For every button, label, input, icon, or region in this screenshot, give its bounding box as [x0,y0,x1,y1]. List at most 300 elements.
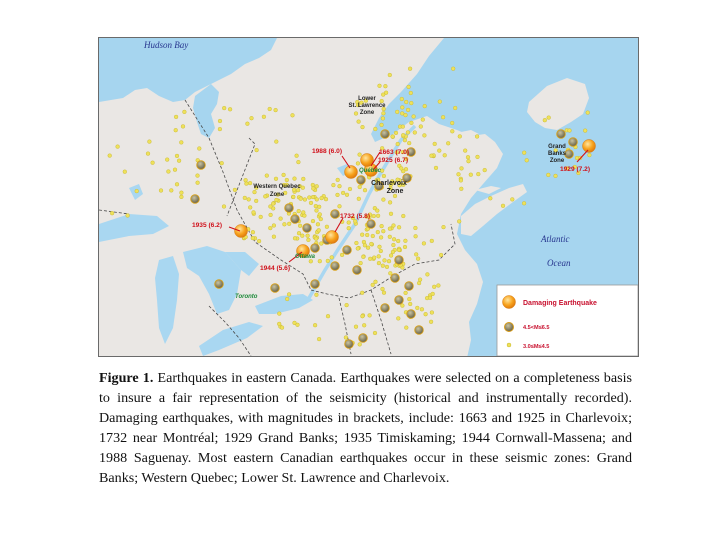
small-earthquake-marker [423,134,427,138]
small-earthquake-marker [372,256,376,260]
small-earthquake-marker [430,311,434,315]
small-earthquake-marker [151,161,155,165]
medium-earthquake-marker [291,215,300,224]
small-earthquake-marker [320,196,324,200]
small-earthquake-marker [378,84,382,88]
small-earthquake-marker [319,242,323,246]
small-earthquake-marker [397,225,401,229]
small-earthquake-marker [317,337,321,341]
medium-earthquake-marker [311,244,320,253]
small-earthquake-marker [169,189,173,193]
small-earthquake-marker [311,183,315,187]
small-earthquake-marker [501,204,505,208]
small-earthquake-marker [297,231,301,235]
small-earthquake-marker [382,198,386,202]
medium-earthquake-marker [557,130,566,139]
small-earthquake-marker [165,158,169,162]
small-earthquake-marker [317,205,321,209]
small-earthquake-marker [420,307,424,311]
small-earthquake-marker [407,297,411,301]
small-earthquake-marker [442,225,446,229]
small-earthquake-marker [415,306,419,310]
small-earthquake-marker [403,138,407,142]
medium-earthquake-marker [381,130,390,139]
small-earthquake-marker [378,245,382,249]
small-earthquake-marker [417,281,421,285]
medium-earthquake-marker [395,256,404,265]
small-earthquake-marker [348,187,352,191]
small-earthquake-marker [475,135,479,139]
small-earthquake-marker [388,227,392,231]
small-earthquake-marker [167,170,171,174]
small-earthquake-marker [404,326,408,330]
lower-st-lawrence-zone-label-3: Zone [359,110,375,116]
small-earthquake-marker [381,264,385,268]
small-earthquake-marker [344,336,348,340]
small-earthquake-marker [381,229,385,233]
small-earthquake-marker [391,250,395,254]
small-earthquake-marker [421,118,425,122]
small-earthquake-marker [432,285,436,289]
small-earthquake-marker [180,191,184,195]
small-earthquake-marker [476,172,480,176]
small-earthquake-marker [314,204,318,208]
small-earthquake-marker [311,219,315,223]
small-earthquake-marker [218,119,222,123]
small-earthquake-marker [407,141,411,145]
small-earthquake-marker [148,140,152,144]
small-earthquake-marker [303,198,307,202]
small-earthquake-marker [458,135,462,139]
small-earthquake-marker [430,239,434,243]
small-earthquake-marker [404,239,408,243]
small-earthquake-marker [268,107,272,111]
small-earthquake-marker [159,189,163,193]
small-earthquake-marker [146,152,150,156]
small-earthquake-marker [116,145,120,149]
small-earthquake-marker [296,323,300,327]
small-earthquake-marker [293,177,297,181]
small-earthquake-marker [406,131,410,135]
small-earthquake-marker [403,245,407,249]
lower-st-lawrence-zone-label-1: Lower [358,96,376,102]
small-earthquake-marker [554,174,558,178]
small-earthquake-marker [450,129,454,133]
small-earthquake-marker [274,177,278,181]
small-earthquake-marker [376,230,380,234]
small-earthquake-marker [384,84,388,88]
small-earthquake-marker [583,129,587,133]
small-earthquake-marker [363,188,367,192]
small-earthquake-marker [355,241,359,245]
medium-earthquake-marker [407,310,416,319]
small-earthquake-marker [338,184,342,188]
small-earthquake-marker [244,178,248,182]
small-earthquake-marker [399,167,403,171]
small-earthquake-marker [307,196,311,200]
small-earthquake-marker [341,191,345,195]
small-earthquake-marker [277,322,281,326]
small-earthquake-marker [345,193,349,197]
small-earthquake-marker [392,243,396,247]
small-earthquake-marker [457,220,461,224]
charlevoix-zone-label-2: Zone [386,188,404,195]
small-earthquake-marker [336,193,340,197]
small-earthquake-marker [404,100,408,104]
medium-earthquake-marker [367,220,376,229]
small-earthquake-marker [319,217,323,221]
map-legend [497,285,638,356]
small-earthquake-marker [368,257,372,261]
legend-damaging-label: Damaging Earthquake [523,300,597,307]
small-earthquake-marker [272,224,276,228]
small-earthquake-marker [285,297,289,301]
earthquake-map [98,37,639,357]
small-earthquake-marker [373,127,377,131]
western-quebec-zone-label-1: Western Quebec [253,184,301,190]
small-earthquake-marker [459,179,463,183]
small-earthquake-marker [291,195,295,199]
small-earthquake-marker [419,125,423,129]
small-earthquake-marker [301,211,305,215]
legend-medium-symbol [505,323,514,332]
small-earthquake-marker [179,141,183,145]
small-earthquake-marker [297,160,301,164]
small-earthquake-marker [381,287,385,291]
medium-earthquake-marker [345,340,354,349]
quebec-city-label: Québec [359,168,382,174]
small-earthquake-marker [414,234,418,238]
small-earthquake-marker [271,202,275,206]
small-earthquake-marker [251,230,255,234]
small-earthquake-marker [418,278,422,282]
small-earthquake-marker [366,246,370,250]
small-earthquake-marker [255,148,259,152]
grand-banks-zone-label-1: Grand [548,144,566,150]
small-earthquake-marker [285,178,289,182]
small-earthquake-marker [274,108,278,112]
medium-earthquake-marker [381,304,390,313]
small-earthquake-marker [315,209,319,213]
small-earthquake-marker [135,189,139,193]
small-earthquake-marker [318,259,322,263]
small-earthquake-marker [280,326,284,330]
small-earthquake-marker [357,120,361,124]
small-earthquake-marker [358,185,362,189]
small-earthquake-marker [360,291,364,295]
small-earthquake-marker [316,222,320,226]
small-earthquake-marker [380,123,384,127]
small-earthquake-marker [430,154,434,158]
small-earthquake-marker [380,224,384,228]
small-earthquake-marker [373,331,377,335]
small-earthquake-marker [173,168,177,172]
atlantic-label: Atlantic [541,234,570,244]
small-earthquake-marker [433,142,437,146]
small-earthquake-marker [483,168,487,172]
small-earthquake-marker [275,198,279,202]
small-earthquake-marker [228,107,232,111]
legend-box [497,285,638,356]
small-earthquake-marker [196,174,200,178]
small-earthquake-marker [414,253,418,257]
small-earthquake-marker [251,236,255,240]
small-earthquake-marker [243,196,247,200]
small-earthquake-marker [431,292,435,296]
small-earthquake-marker [347,221,351,225]
quake-1663-label: 1663 (7.0) [378,149,410,156]
damaging-earthquake-marker [326,231,339,244]
small-earthquake-marker [283,222,287,226]
grand-banks-zone-label-2: Banks [547,151,567,157]
small-earthquake-marker [388,201,392,205]
quake-1944-label: 1944 (5.6) [259,265,291,272]
small-earthquake-marker [326,259,330,263]
small-earthquake-marker [361,255,365,259]
western-quebec-zone-label-2: Zone [269,192,285,198]
quake-1925-label: 1925 (6.7) [377,157,409,164]
small-earthquake-marker [377,261,381,265]
ottawa-city-label: Ottawa [295,254,316,260]
small-earthquake-marker [392,237,396,241]
small-earthquake-marker [254,199,258,203]
small-earthquake-marker [460,167,464,171]
medium-earthquake-marker [405,282,414,291]
small-earthquake-marker [525,158,529,162]
small-earthquake-marker [126,214,130,218]
small-earthquake-marker [313,323,317,327]
small-earthquake-marker [381,93,385,97]
small-earthquake-marker [175,154,179,158]
small-earthquake-marker [299,197,303,201]
small-earthquake-marker [588,153,592,157]
small-earthquake-marker [409,91,413,95]
small-earthquake-marker [376,214,380,218]
small-earthquake-marker [371,234,375,238]
small-earthquake-marker [196,181,200,185]
small-earthquake-marker [438,100,442,104]
small-earthquake-marker [428,296,432,300]
small-earthquake-marker [396,142,400,146]
small-earthquake-marker [488,196,492,200]
small-earthquake-marker [222,106,226,110]
small-earthquake-marker [375,209,379,213]
small-earthquake-marker [404,291,408,295]
small-earthquake-marker [391,135,395,139]
small-earthquake-marker [177,159,181,163]
small-earthquake-marker [451,67,455,71]
small-earthquake-marker [356,162,360,166]
small-earthquake-marker [340,253,344,257]
quake-1732-label: 1732 (5.8) [339,213,371,220]
small-earthquake-marker [369,242,373,246]
small-earthquake-marker [325,225,329,229]
small-earthquake-marker [409,101,413,105]
small-earthquake-marker [382,291,386,295]
small-earthquake-marker [253,190,257,194]
small-earthquake-marker [358,343,362,347]
small-earthquake-marker [408,67,412,71]
small-earthquake-marker [324,197,328,201]
small-earthquake-marker [356,247,360,251]
small-earthquake-marker [466,155,470,159]
small-earthquake-marker [379,236,383,240]
small-earthquake-marker [522,201,526,205]
small-earthquake-marker [543,118,547,122]
small-earthquake-marker [108,154,112,158]
quake-1935-label: 1935 (6.2) [191,222,223,229]
small-earthquake-marker [362,323,366,327]
small-earthquake-marker [547,116,551,120]
small-earthquake-marker [279,217,283,221]
small-earthquake-marker [361,125,365,129]
toronto-city-label: Toronto [235,294,258,300]
small-earthquake-marker [181,125,185,129]
small-earthquake-marker [295,154,299,158]
grand-banks-zone-label-3: Zone [549,158,565,164]
small-earthquake-marker [357,197,361,201]
small-earthquake-marker [372,214,376,218]
small-earthquake-marker [314,237,318,241]
small-earthquake-marker [394,131,398,135]
quake-1929-label: 1929 (7.2) [559,166,591,173]
small-earthquake-marker [406,108,410,112]
medium-earthquake-marker [359,334,368,343]
small-earthquake-marker [315,293,319,297]
small-earthquake-marker [382,174,386,178]
small-earthquake-marker [400,106,404,110]
small-earthquake-marker [379,249,383,253]
small-earthquake-marker [439,253,443,257]
small-earthquake-marker [300,234,304,238]
small-earthquake-marker [467,159,471,163]
medium-earthquake-marker [191,195,200,204]
small-earthquake-marker [392,224,396,228]
small-earthquake-marker [274,140,278,144]
small-earthquake-marker [441,115,445,119]
small-earthquake-marker [407,85,411,89]
small-earthquake-marker [413,131,417,135]
small-earthquake-marker [301,177,305,181]
medium-earthquake-marker [569,138,578,147]
small-earthquake-marker [315,184,319,188]
small-earthquake-marker [332,183,336,187]
small-earthquake-marker [246,122,250,126]
small-earthquake-marker [287,222,291,226]
damaging-earthquake-marker [235,225,248,238]
small-earthquake-marker [123,170,127,174]
small-earthquake-marker [175,182,179,186]
small-earthquake-marker [388,271,392,275]
small-earthquake-marker [358,153,362,157]
small-earthquake-marker [416,257,420,261]
small-earthquake-marker [568,129,572,133]
small-earthquake-marker [311,187,315,191]
small-earthquake-marker [174,115,178,119]
small-earthquake-marker [250,116,254,120]
small-earthquake-marker [269,213,273,217]
figure-caption-text: Earthquakes in eastern Canada. Earthquakes were selected on a completeness basis to insure a fair representation of the seismicity (historical and instrumentally recorded). Damaging earthquakes, with magnitudes in brackets, include: 1663 and 1925 in Charlevoix; 1732 near Montréal; 1929 Grand Banks; 1935 Timiskaming; 1944 Cornwall-Massena; and 1988 Saguenay. Most eastern Canadian earthquakes occur in these seismic zones: Grand Banks; Western Quebec; Lower St. Lawrence and Charlevoix. [99,370,632,486]
small-earthquake-marker [180,195,184,199]
small-earthquake-marker [248,181,252,185]
medium-earthquake-marker [343,246,352,255]
small-earthquake-marker [389,254,393,258]
small-earthquake-marker [408,302,412,306]
small-earthquake-marker [277,312,281,316]
small-earthquake-marker [257,239,261,243]
small-earthquake-marker [306,234,310,238]
small-earthquake-marker [385,265,389,269]
small-earthquake-marker [397,248,401,252]
charlevoix-zone-label-1: Charlevoix [371,180,407,187]
small-earthquake-marker [443,153,447,157]
small-earthquake-marker [336,178,340,182]
small-earthquake-marker [317,228,321,232]
small-earthquake-marker [252,211,256,215]
small-earthquake-marker [476,155,480,159]
small-earthquake-marker [183,110,187,114]
small-earthquake-marker [360,233,364,237]
medium-earthquake-marker [197,161,206,170]
small-earthquake-marker [259,215,263,219]
small-earthquake-marker [437,149,441,153]
medium-earthquake-marker [415,326,424,335]
medium-earthquake-marker [331,262,340,271]
small-earthquake-marker [354,112,358,116]
small-earthquake-marker [522,151,526,155]
legend-medium-label: 4.5<M≤6.5 [523,325,550,331]
small-earthquake-marker [363,243,367,247]
small-earthquake-marker [248,206,252,210]
small-earthquake-marker [233,188,237,192]
small-earthquake-marker [268,226,272,230]
small-earthquake-marker [388,235,392,239]
medium-earthquake-marker [215,280,224,289]
damaging-earthquake-marker [583,140,596,153]
small-earthquake-marker [396,239,400,243]
small-earthquake-marker [396,317,400,321]
small-earthquake-marker [437,284,441,288]
small-earthquake-marker [245,182,249,186]
small-earthquake-marker [453,106,457,110]
small-earthquake-marker [410,121,414,125]
small-earthquake-marker [218,127,222,131]
small-earthquake-marker [282,173,286,177]
medium-earthquake-marker [303,224,312,233]
medium-earthquake-marker [391,274,400,283]
small-earthquake-marker [298,224,302,228]
medium-earthquake-marker [271,284,280,293]
small-earthquake-marker [377,255,381,259]
small-earthquake-marker [389,212,393,216]
small-earthquake-marker [401,133,405,137]
small-earthquake-marker [412,115,416,119]
small-earthquake-marker [338,204,342,208]
small-earthquake-marker [272,235,276,239]
small-earthquake-marker [434,166,438,170]
small-earthquake-marker [450,121,454,125]
small-earthquake-marker [265,174,269,178]
medium-earthquake-marker [311,280,320,289]
small-earthquake-marker [400,97,404,101]
small-earthquake-marker [330,256,334,260]
small-earthquake-marker [586,111,590,115]
small-earthquake-marker [374,280,378,284]
small-earthquake-marker [222,205,226,209]
small-earthquake-marker [382,111,386,115]
small-earthquake-marker [262,115,266,119]
small-earthquake-marker [463,149,467,153]
